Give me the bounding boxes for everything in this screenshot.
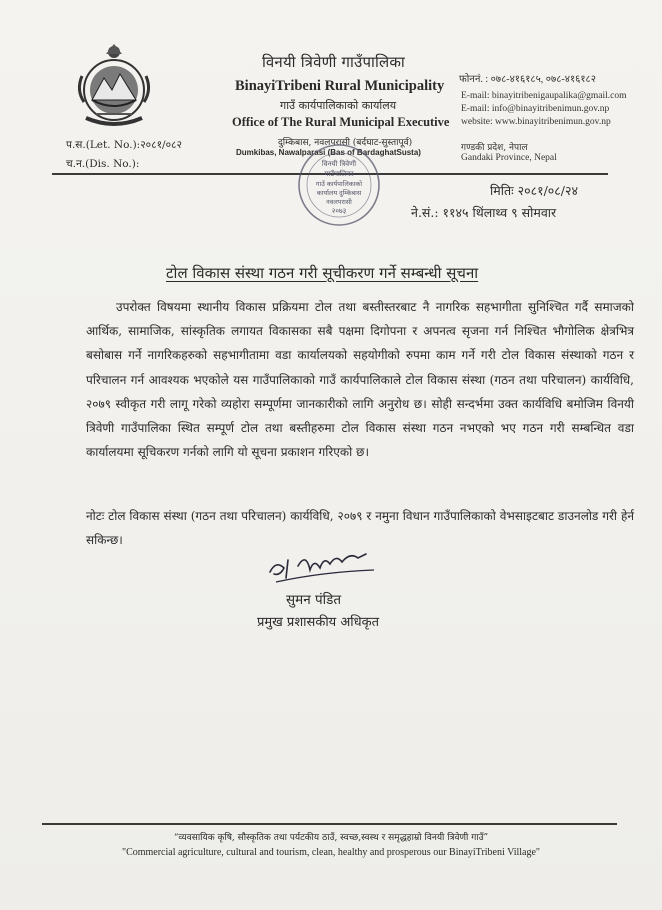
footer-divider [42,823,617,825]
footer-motto-nepali: “व्यवसायिक कृषि, सौस्कृतिक तथा पर्यटकीय ठाउँ, स्वच्छ,स्वस्थ र समृद्धहाम्रो विनयी त्रिवेणी गाउँ” [173,833,489,843]
email-secondary: E-mail: info@binayitribenimun.gov.np [461,104,610,114]
province-english: Gandaki Province, Nepal [461,153,557,163]
office-stamp-icon [294,140,384,230]
notice-body: उपरोक्त विषयमा स्थानीय विकास प्रक्रियमा टोल तथा बस्तीस्तरबाट नै नागरिक सहभागीता सुनिश्चित गर्दै समाजको आर्थिक, सामाजिक, सांस्कृतिक लगायत विकासका सबै पक्षमा दिगोपना र अपनत्व सृजना गर्न निश्चित भौगोलिक क्षेत्रभित्र बसोबास गर्ने नागरिकहरुको सहभागीतामा वडा कार्यालयको सहयोगीको रुपमा काम गर्ने गरी टोल विकास संस्थाको गठन र परिचालन गर्न आवश्यक भएकोले यस गाउँपालिकाको गाउँ कार्यपालिकाले टोल विकास संस्था (गठन तथा परिचालन) कार्यविधि, २०७९ स्वीकृत गरी लागू गरेको व्यहोरा सम्पूर्णमा जानकारीको लागि अनुरोध छ। सोही सन्दर्भमा उक्त कार्यविधि बमोजिम विनयी त्रिवेणी गाउँपालिका स्थित सम्पूर्ण टोल तथा बस्तीहरुमा टोल विकास संस्था गठन नभएको भए गठन गरी सम्बन्धित वडा कार्यालयमा सूचिकरण गर्नको लागि यो सूचना प्रकाशन गरिएको छ। [86,300,634,460]
signatory-title: प्रमुख प्रशासकीय अधिकृत [257,615,380,630]
letter-number: प.स.(Let. No.):२०८१/०८२ [66,139,182,151]
stamp-line: २०७३ [331,207,347,215]
stamp-line: विनयी त्रिवेणी [321,160,357,168]
nepal-emblem-icon [66,40,162,132]
letter-date: मितिः २०८१/०८/२४ [490,183,578,198]
address-english: Dumkibas, Nawalparasi (Bas of BardaghatSusta) [236,148,421,157]
handwritten-signature-icon [262,542,392,584]
municipality-name-english: BinayiTribeni Rural Municipality [235,78,445,94]
notice-subject: टोल विकास संस्था गठन गरी सूचीकरण गर्ने सम्बन्धी सूचना [166,264,479,282]
email-primary: E-mail: binayitribenigaupalika@gmail.com [461,91,627,101]
stamp-line: नवलपरासी [326,198,352,206]
office-name-nepali: गाउँ कार्यपालिकाको कार्यालय [280,99,397,112]
signatory-name: सुमन पंडित [286,592,342,608]
municipality-name-nepali: विनयी त्रिवेणी गाउँपालिका [262,53,405,71]
phone-numbers: फोननं. : ०७८-४१६१८५, ०७८-४१६१८२ [459,74,596,85]
address-nepali: दुम्किबास, नवलपरासी (बर्दघाट-सुस्तापूर्व) [278,138,413,148]
stamp-line: गाउँपालिका [324,170,354,178]
stamp-line: कार्यालय दुम्किबास [316,189,362,197]
office-name-english: Office of The Rural Municipal Executive [232,115,450,129]
dispatch-number: च.न.(Dis. No.): [66,158,140,170]
footer-motto-english: "Commercial agriculture, cultural and tourism, clean, healthy and prosperous our BinayiTribeni Village" [121,847,541,858]
province-nepali: गण्डकी प्रदेश, नेपाल [461,143,528,153]
nepal-sambat-date: ने.सं.: ११४५ थिंलाथ्व ९ सोमवार [411,205,557,220]
stamp-line: गाउँ कार्यपालिकाको [315,180,363,188]
notice-note: नोटः टोल विकास संस्था (गठन तथा परिचालन) कार्यविधि, २०७९ र नमुना विधान गाउँपालिकाको वेभसाइटबाट डाउनलोड गरी हेर्न सकिन्छ। [86,509,634,548]
website-address: website: www.binayitribenimun.gov.np [461,117,611,127]
